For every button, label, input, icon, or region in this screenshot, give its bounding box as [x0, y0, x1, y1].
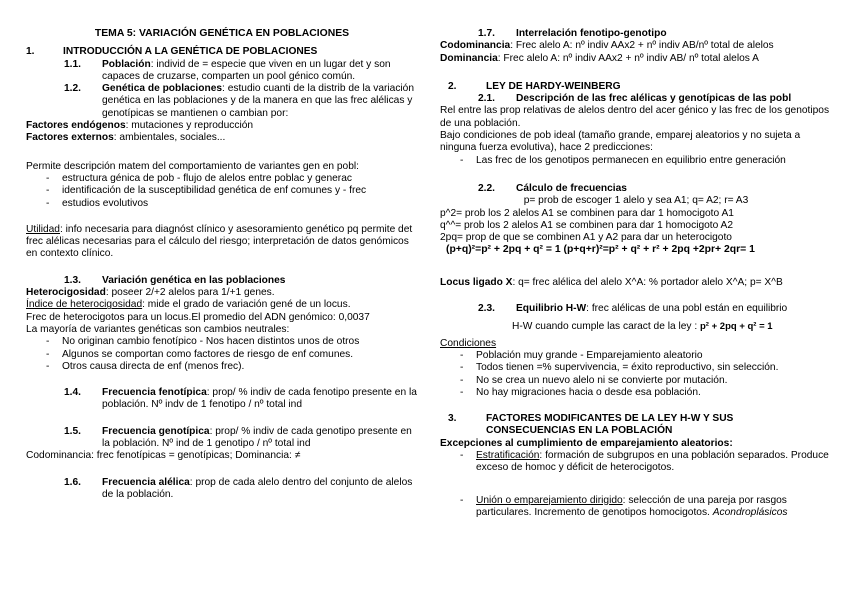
term-label: Frecuencia alélica: [102, 476, 190, 488]
bajo-paragraph: Bajo condiciones de pob ideal (tamaño grande, emparej aleatorios y no sujeta a ninguna fuerza evolutiva), hace 2 predicciones:: [440, 130, 801, 154]
subsection-number: 2.2.: [478, 182, 495, 194]
term-text: : prop de cada alelo dentro del conjunto de alelos de la población.: [102, 476, 413, 500]
term-text: : q= frec alélica del alelo X^A: % portador alelo X^A; p= X^B: [512, 276, 783, 288]
subsection-1-1: [26, 59, 418, 84]
rel-paragraph: Rel entre las prop relativas de alelos dentro del acer génico y las frec de los genotipos de una población.: [440, 105, 830, 129]
subsection-title: Cálculo de frecuencias: [516, 182, 627, 194]
subsection-1-7: [440, 28, 832, 40]
bajo-list: [440, 155, 832, 167]
section-number: 2.: [448, 80, 457, 92]
right-column: [440, 0, 832, 519]
term-text: : prop/ % indiv de cada genotipo presente en la población. Nº ind de 1 genotipo / nº total ind: [102, 425, 412, 450]
subsection-number: 1.5.: [64, 425, 81, 437]
locus-ligado-x: [440, 277, 832, 289]
subsection-number: 1.2.: [64, 83, 81, 95]
term-text: : individ de = especie que viven en un lugar det y son capaces de cruzarse, comparten un pool génico común.: [102, 58, 391, 82]
mayoria-text: La mayoría de variantes genéticas son cambios neutrales:: [26, 323, 290, 335]
term-label: Locus ligado X: [440, 276, 513, 288]
permite-list: [26, 173, 418, 210]
p2-definition: p^2= prob los 2 alelos A1 se combinen para dar 1 homocigoto A1: [440, 207, 734, 219]
subsection-title: Interrelación fenotipo-genotipo: [516, 28, 667, 39]
term-label: Excepciones al cumplimiento de emparejamiento aleatorios: [440, 437, 730, 449]
list-item: - Las frec de los genotipos permanecen en equilibrio entre generación: [440, 155, 832, 167]
subsection-number: 1.6.: [64, 476, 81, 488]
factores-externos: [26, 132, 418, 144]
list-item: - Algunos se comportan como factores de riesgo de enf comunes.: [26, 349, 418, 361]
subsection-2-2: [440, 183, 832, 195]
term-text: : estudio cuanti de la distrib de la variación genética en las poblaciones y de la manera en que las frec alélicas y genotípicas se mantienen o cambian por:: [102, 83, 415, 119]
section-number: 3.: [448, 413, 457, 425]
subsection-1-6: [26, 477, 418, 502]
section-title: FACTORES MODIFICANTES DE LA LEY H-W Y SUS CONSECUENCIAS EN LA POBLACIÓN: [486, 413, 734, 437]
term-label: Utilidad: [26, 223, 60, 235]
term-text: : selección de una pareja por rasgos particulares. Incremento de genotipos homocigotos.: [476, 494, 787, 518]
condiciones-label: Condiciones: [440, 337, 497, 349]
term-label: Dominancia: [440, 52, 498, 64]
section-number: 1.: [26, 46, 35, 58]
list-item: - Población muy grande - Emparejamiento aleatorio: [440, 350, 832, 362]
list-item: [440, 450, 832, 475]
section-title: INTRODUCCIÓN A LA GENÉTICA DE POBLACIONES: [63, 46, 318, 58]
list-item: - No originan cambio fenotípico - Nos hacen distintos unos de otros: [26, 336, 418, 348]
document-title: TEMA 5: VARIACIÓN GENÉTICA EN POBLACIONES: [94, 28, 350, 39]
list-item: - Todos tienen =% supervivencia, = éxito reproductivo, sin selección.: [440, 362, 832, 374]
left-column: [26, 0, 418, 501]
term-label: Población: [102, 58, 151, 70]
excepciones-list-2: [440, 495, 832, 520]
term-text: : Frec alelo A: nº indiv AAx2 + nº indiv AB/ nº total alelos A: [497, 52, 759, 64]
subsection-number: 1.1.: [64, 58, 81, 70]
term-text: : mutaciones y reproducción: [125, 120, 254, 132]
subsection-1-4: [26, 387, 418, 412]
term-label: Unión o emparejamiento dirigido: [476, 494, 623, 506]
subsection-1-2: [26, 83, 418, 120]
list-item: - Otros causa directa de enf (menos frec).: [26, 361, 418, 373]
subsection-2-1: [440, 93, 832, 105]
term-text: : frec alélicas de una pobl están en equilibrio: [586, 303, 788, 315]
frec-heterocigotos: Frec de heterocigotos para un locus.El promedio del ADN genómico: 0,0037: [26, 311, 370, 323]
term-label: Genética de poblaciones: [102, 83, 223, 95]
subsection-number: 2.1.: [478, 93, 495, 105]
excepciones-list: [440, 450, 832, 475]
term-example: Acondroplásicos: [712, 506, 788, 518]
2pq-definition: 2pq= prop de que se combinen A1 y A2 para dar un heterocigoto: [440, 232, 732, 244]
term-text: : poseer 2/+2 alelos para 1/+1 genes.: [105, 287, 275, 299]
list-item: - No hay migraciones hacia o desde esa población.: [440, 387, 832, 399]
subsection-number: 1.7.: [478, 28, 495, 39]
factores-endogenos: [26, 120, 418, 132]
list-item: - estructura génica de pob - flujo de alelos entre poblac y generac: [26, 173, 418, 185]
subsection-number: 1.3.: [64, 274, 81, 286]
section-title: LEY DE HARDY-WEINBERG: [486, 80, 621, 92]
section-2-heading: [440, 81, 832, 93]
condiciones-list: [440, 350, 832, 399]
term-label: Frecuencia genotípica: [102, 425, 210, 437]
pq-definition: p= prob de escoger 1 alelo y sea A1; q= A2; r= A3: [523, 195, 749, 207]
term-label: Factores externos: [26, 132, 114, 144]
term-label: Frecuencia fenotípica: [102, 387, 207, 399]
subsection-1-5: [26, 426, 418, 451]
subsection-number: 2.3.: [478, 303, 495, 315]
term-label: Estratificación: [476, 450, 540, 462]
term-text: : Frec alelo A: nº indiv AAx2 + nº indiv AB/nº total de alelos: [510, 40, 774, 52]
dominancia-formula: [440, 53, 832, 65]
subsection-1-3: [26, 275, 418, 287]
term-text: H-W cuando cumple las caract de la ley :: [512, 321, 698, 333]
permite-text: Permite descripción matem del comportamiento de variantes gen en pobl:: [26, 160, 359, 172]
term-text: : ambientales, sociales...: [113, 132, 226, 144]
term-label: Equilibrio H-W: [516, 303, 587, 315]
term-label: Heterocigosidad: [26, 287, 106, 299]
list-item: [440, 495, 832, 520]
term-label: Índice de heterocigosidad: [26, 299, 143, 311]
term-text: : formación de subgrupos en una población separados. Produce exceso de homoc y déficit de heterocigotos.: [476, 450, 829, 474]
q2-definition: q^^= prob los 2 alelos A1 se combinen para dar 1 homocigoto A2: [440, 219, 734, 231]
term-text: : prop/ % indiv de cada fenotipo presente en la población. Nº indv de 1 fenotipo / nº total ind: [102, 387, 417, 411]
list-item: - estudios evolutivos: [26, 198, 418, 210]
list-item: - identificación de la susceptibilidad genética de enf comunes y - frec: [26, 185, 418, 197]
mayoria-list: [26, 336, 418, 373]
term-text: : mide el grado de variación gené de un locus.: [142, 299, 351, 311]
term-text: : info necesaria para diagnóst clínico y asesoramiento genético pq permite det frec alélicas necesarias para el cálculo del riesgo; interpretación de datos genómicos en contexto clínico.: [26, 223, 413, 260]
section-3-heading: [440, 413, 832, 438]
subsection-title: Variación genética en las poblaciones: [102, 274, 286, 286]
hw-condition-line: [440, 321, 832, 333]
section-1-heading: [26, 46, 418, 58]
term-label: Factores endógenos: [26, 120, 126, 132]
subsection-number: 1.4.: [64, 387, 81, 399]
indice-heterocigosidad: [26, 299, 418, 311]
codominancia-formula: [440, 40, 832, 52]
hw-equation: p² + 2pq + q² = 1: [700, 321, 773, 333]
utilidad-paragraph: [26, 224, 418, 261]
term-label: Codominancia: [440, 40, 511, 52]
codominancia-note: Codominancia: frec fenotípicas = genotípicas; Dominancia: ≠: [26, 450, 301, 462]
subsection-2-3: [440, 303, 832, 315]
list-item: - No se crea un nuevo alelo ni se convierte por mutación.: [440, 375, 832, 387]
heterocigosidad: [26, 287, 418, 299]
excepciones-heading: Excepciones al cumplimiento de emparejamiento aleatorios:: [440, 437, 733, 449]
hw-formula: (p+q)²=p² + 2pq + q² = 1 (p+q+r)²=p² + q² + r² + 2pq +2pr+ 2qr= 1: [446, 244, 755, 256]
subsection-title: Descripción de las frec alélicas y genotípicas de las pobl: [516, 93, 792, 105]
